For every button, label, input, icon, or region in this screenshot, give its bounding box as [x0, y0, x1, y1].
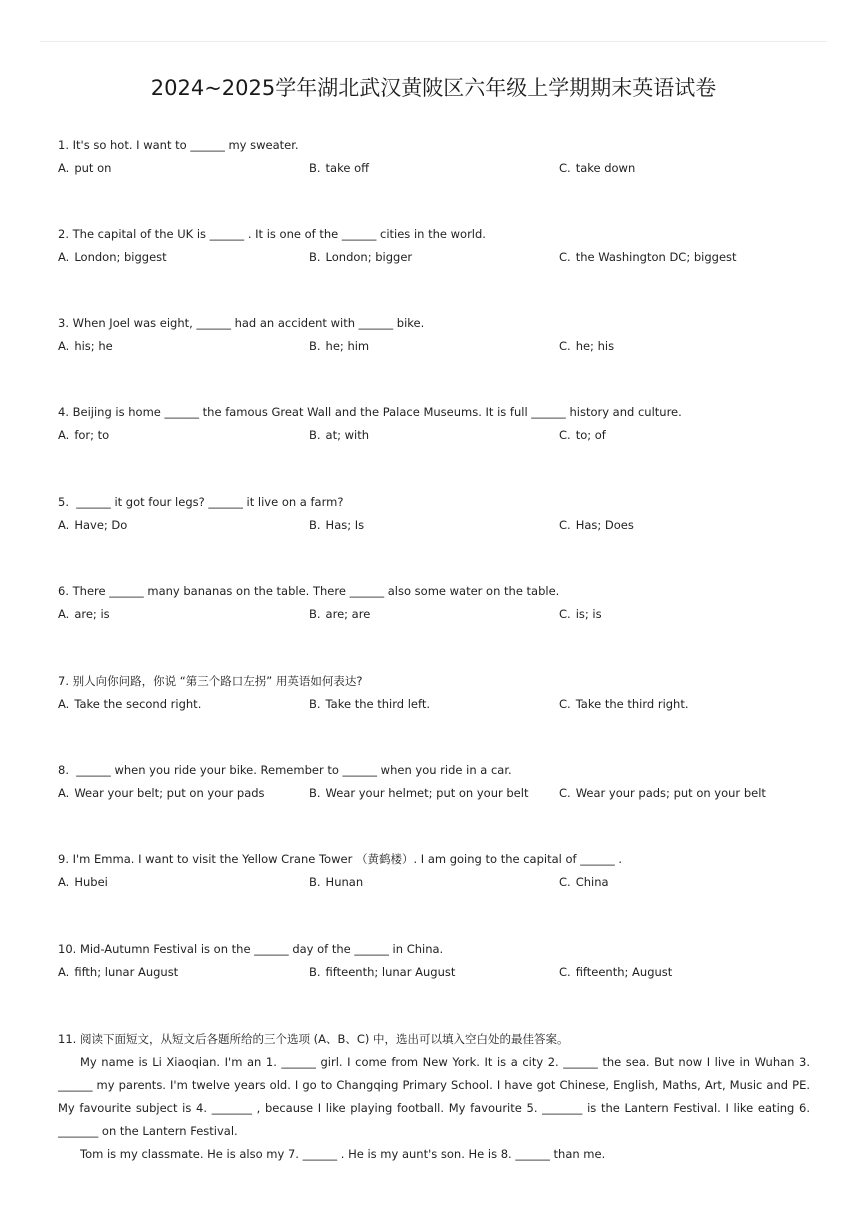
option-b[interactable]: B. Hunan — [309, 875, 364, 889]
option-b[interactable]: B. London; bigger — [309, 250, 413, 264]
options-row — [58, 514, 838, 537]
option-a[interactable]: A. fifth; lunar August — [58, 965, 179, 979]
question-stem: 3. When Joel was eight, ______ had an accident with ______ bike. — [58, 316, 425, 330]
question-stem: 8. ______ when you ride your bike. Remember to ______ when you ride in a car. — [58, 763, 512, 777]
options-row — [58, 603, 838, 626]
option-b[interactable]: B. Take the third left. — [309, 697, 430, 711]
option-a[interactable]: A. Have; Do — [58, 518, 128, 532]
question-8 — [58, 759, 838, 805]
question-1 — [58, 134, 838, 180]
option-b[interactable]: B. he; him — [309, 339, 370, 353]
options-row — [58, 961, 838, 984]
question-2 — [58, 223, 838, 269]
options-row — [58, 424, 838, 447]
options-row — [58, 782, 838, 805]
options-row — [58, 335, 838, 358]
option-c[interactable]: C. take down — [559, 161, 636, 175]
options-row — [58, 693, 838, 716]
reading-passage — [58, 1028, 810, 1166]
question-stem: 9. I'm Emma. I want to visit the Yellow Crane Tower （黄鹤楼）. I am going to the capital of ______ . — [58, 852, 623, 866]
options-row — [58, 246, 838, 269]
passage-paragraph-1: My name is Li Xiaoqian. I'm an 1. ______ girl. I come from New York. It is a city 2. ______ the sea. But now I live in Wuhan 3. ______ my parents. I'm twelve years old. I go to Changqing Primary School. I have got Chinese, English, Maths, Art, Music and PE. My favourite subject is 4. _______ , because I like playing football. My favourite 5. _______ is the Lantern Festival. I like eating 6. _______ on the Lantern Festival. — [58, 1055, 810, 1138]
option-c[interactable]: C. he; his — [559, 339, 615, 353]
option-c[interactable]: C. to; of — [559, 428, 606, 442]
option-c[interactable]: C. Wear your pads; put on your belt — [559, 786, 766, 800]
options-row — [58, 157, 838, 180]
passage-paragraph-2: Tom is my classmate. He is also my 7. ______ . He is my aunt's son. He is 8. ______ than me. — [80, 1147, 606, 1161]
options-row — [58, 871, 838, 894]
option-a[interactable]: A. for; to — [58, 428, 110, 442]
option-c[interactable]: C. China — [559, 875, 609, 889]
option-c[interactable]: C. is; is — [559, 607, 602, 621]
option-a[interactable]: A. Take the second right. — [58, 697, 202, 711]
option-a[interactable]: A. put on — [58, 161, 112, 175]
option-a[interactable]: A. Hubei — [58, 875, 108, 889]
question-stem: 4. Beijing is home ______ the famous Great Wall and the Palace Museums. It is full ______ history and culture. — [58, 405, 682, 419]
option-c[interactable]: C. Take the third right. — [559, 697, 689, 711]
option-a[interactable]: A. London; biggest — [58, 250, 167, 264]
question-stem: 2. The capital of the UK is ______ . It is one of the ______ cities in the world. — [58, 227, 486, 241]
option-b[interactable]: B. Wear your helmet; put on your belt — [309, 786, 529, 800]
header-divider — [40, 41, 827, 42]
option-c[interactable]: C. Has; Does — [559, 518, 634, 532]
question-7 — [58, 670, 838, 716]
question-10 — [58, 938, 838, 984]
option-b[interactable]: B. at; with — [309, 428, 370, 442]
question-4 — [58, 401, 838, 447]
question-stem: 1. It's so hot. I want to ______ my sweater. — [58, 138, 299, 152]
page-title: 2024~2025学年湖北武汉黄陂区六年级上学期期末英语试卷 — [150, 76, 717, 100]
passage-instruction: 11. 阅读下面短文，从短文后各题所给的三个选项 (A、B、C) 中，选出可以填入空白处的最佳答案。 — [58, 1032, 569, 1046]
option-a[interactable]: A. Wear your belt; put on your pads — [58, 786, 265, 800]
question-5 — [58, 491, 838, 537]
question-stem: 5. ______ it got four legs? ______ it live on a farm? — [58, 495, 344, 509]
option-b[interactable]: B. are; are — [309, 607, 371, 621]
option-c[interactable]: C. fifteenth; August — [559, 965, 673, 979]
question-stem: 10. Mid-Autumn Festival is on the ______ day of the ______ in China. — [58, 942, 444, 956]
question-3 — [58, 312, 838, 358]
option-b[interactable]: B. take off — [309, 161, 370, 175]
question-9 — [58, 848, 838, 894]
question-stem: 6. There ______ many bananas on the table. There ______ also some water on the table. — [58, 584, 560, 598]
question-stem: 7. 别人向你问路，你说 “第三个路口左拐” 用英语如何表达? — [58, 674, 363, 688]
option-b[interactable]: B. Has; Is — [309, 518, 365, 532]
question-6 — [58, 580, 838, 626]
option-c[interactable]: C. the Washington DC; biggest — [559, 250, 737, 264]
option-a[interactable]: A. his; he — [58, 339, 113, 353]
option-b[interactable]: B. fifteenth; lunar August — [309, 965, 456, 979]
option-a[interactable]: A. are; is — [58, 607, 110, 621]
